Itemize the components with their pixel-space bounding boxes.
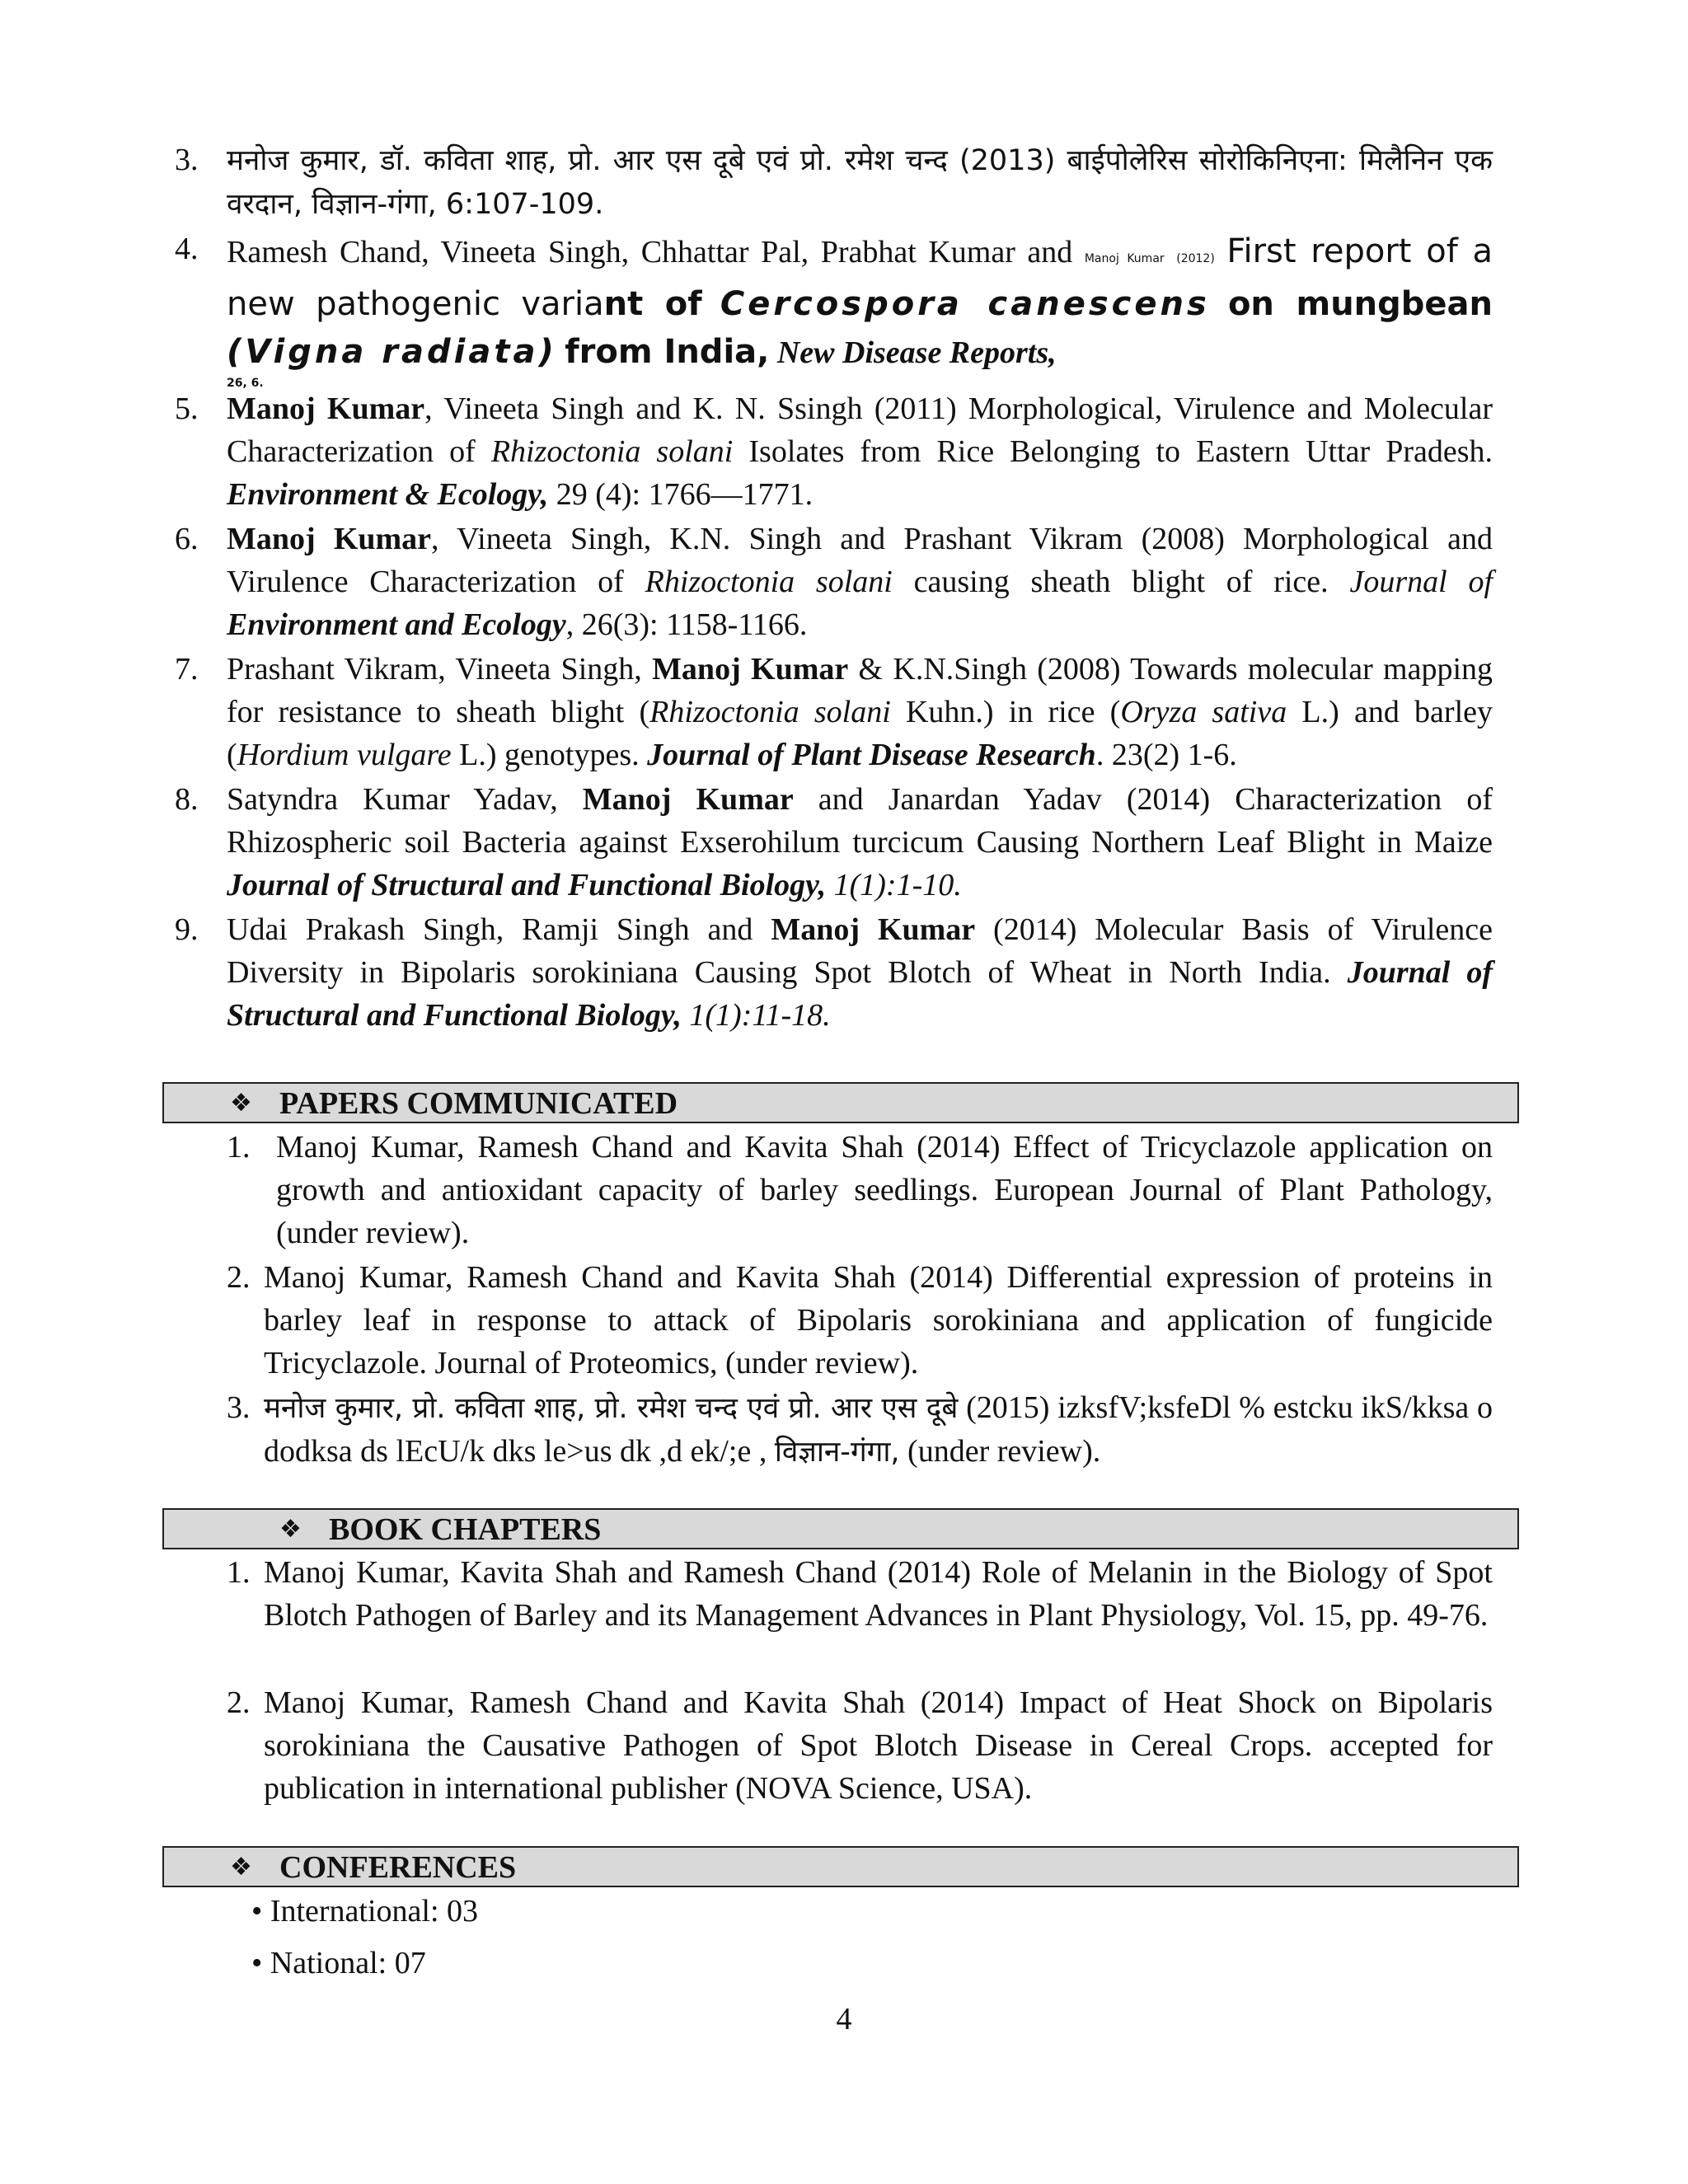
item-volume: , 26(3): 1158-1166. bbox=[565, 607, 808, 642]
item-text: , Vineeta Singh and K. N. Ssingh (2011) Morphological, Virulence and Molecular Characterization of bbox=[227, 391, 1493, 469]
item-species: Hordium vulgare bbox=[237, 738, 452, 772]
item-text: L.) genotypes. bbox=[459, 738, 640, 772]
item-number: 9. bbox=[175, 912, 199, 947]
item-number: 7. bbox=[175, 652, 199, 687]
item-volume: 29 (4): 1766—1771. bbox=[556, 477, 814, 512]
item-text: & K.N.Singh (2008) Towards molecular mapping for resistance to sheath blight ( bbox=[227, 652, 1493, 729]
section-header-papers bbox=[162, 1082, 1519, 1123]
diamond-bullet-icon: ❖ bbox=[279, 1515, 302, 1544]
item-journal: Environment & Ecology, bbox=[227, 477, 549, 512]
section-header-books bbox=[162, 1508, 1519, 1549]
item-author-bold: Manoj Kumar bbox=[227, 522, 432, 556]
item-number: 3. bbox=[227, 1390, 251, 1425]
item-number: 1. bbox=[227, 1555, 251, 1590]
diamond-bullet-icon: ❖ bbox=[230, 1853, 252, 1882]
item-text: and Janardan Yadav (2014) Characterization of Rhizospheric soil Bacteria against Exserohilum turcicum Causing Northern Leaf Blight in Maize bbox=[227, 782, 1493, 860]
item-journal: विज्ञान-गंगा, bbox=[774, 1436, 900, 1469]
section-title: PAPERS COMMUNICATED bbox=[279, 1086, 678, 1121]
publication-item bbox=[175, 138, 1493, 226]
item-author-bold: Manoj Kumar bbox=[771, 912, 976, 947]
item-text: Manoj Kumar, Ramesh Chand and Kavita Shah (2014) Effect of Tricyclazole application on growth and antioxidant capacity of barley seedlings. European Journal of Plant Pathology, (under review). bbox=[276, 1130, 1493, 1250]
item-title-bold: on mungbean bbox=[1227, 285, 1493, 323]
item-title-bold: nt of bbox=[603, 285, 702, 323]
item-journal: Journal of Structural and Functional Biology, bbox=[227, 868, 827, 902]
item-number: 2. bbox=[227, 1260, 251, 1295]
item-author-bold: Manoj Kumar bbox=[227, 391, 425, 426]
item-text: मनोज कुमार, डॉ. कविता शाह, प्रो. आर एस दूबे एवं प्रो. रमेश चन्द (2013) बाईपोलेरिस सोरोकिनिएना: मिलैनिन एक वरदान, विज्ञान-गंगा, 6:107-109. bbox=[227, 144, 1493, 221]
item-text: Manoj Kumar, Ramesh Chand and Kavita Shah (2014) Differential expression of proteins in barley leaf in response to attack of Bipolaris sorokiniana and application of fungicide Tricyclazole. Journal of Proteomics, (under review). bbox=[264, 1260, 1493, 1380]
section-header-conferences bbox=[162, 1846, 1519, 1887]
section-title: BOOK CHAPTERS bbox=[329, 1512, 602, 1547]
item-text: Prashant Vikram, Vineeta Singh, bbox=[227, 652, 642, 687]
item-text: , Vineeta Singh, K.N. Singh and Prashant Vikram (2008) Morphological and Virulence Characterization of bbox=[227, 522, 1493, 599]
item-species: Rhizoctonia solani bbox=[490, 434, 734, 469]
publication-item bbox=[175, 518, 1493, 646]
item-number: 4. bbox=[175, 232, 199, 266]
paper-item bbox=[227, 1386, 1493, 1474]
item-text: causing sheath blight of rice. bbox=[913, 565, 1329, 599]
item-number: 2. bbox=[227, 1685, 251, 1720]
item-title-part: First report of a new pathogenic varia bbox=[227, 232, 1493, 323]
publication-item bbox=[175, 227, 1493, 391]
item-species: Cercospora canescens bbox=[720, 285, 1210, 323]
item-species: (Vigna radiata) bbox=[227, 333, 557, 371]
item-number: 8. bbox=[175, 782, 199, 817]
item-text: (2014) Molecular Basis of Virulence Diversity in Bipolaris sorokiniana Causing Spot Blotch of Wheat in North India. bbox=[227, 912, 1493, 990]
page-number: 4 bbox=[836, 2002, 852, 2036]
publication-item bbox=[175, 778, 1493, 907]
diamond-bullet-icon: ❖ bbox=[230, 1089, 252, 1118]
publication-item bbox=[175, 908, 1493, 1037]
item-text: L.) and barley ( bbox=[227, 695, 1493, 772]
conference-item bbox=[251, 1942, 426, 1985]
item-author-bold: Manoj Kumar bbox=[582, 782, 794, 817]
item-author-small: Manoj Kumar bbox=[1084, 252, 1165, 265]
item-authors: Ramesh Chand, Vineeta Singh, Chhattar Pal, Prabhat Kumar and bbox=[227, 235, 1073, 269]
publication-item bbox=[175, 387, 1493, 516]
item-species: Rhizoctonia solani bbox=[645, 565, 893, 599]
item-journal: Journal of Structural and Functional Biology, bbox=[227, 955, 1493, 1033]
item-text: International: 03 bbox=[270, 1894, 479, 1929]
item-volume: 1(1):11-18. bbox=[689, 998, 831, 1033]
item-text: Udai Prakash Singh, Ramji Singh and bbox=[227, 912, 753, 947]
item-text: (2015) izksfV;ksfeDl % estcku ikS/kksa o dodksa ds lEcU/k dks le>us dk ,d ek/;e , bbox=[264, 1390, 1493, 1469]
item-volume: . 23(2) 1-6. bbox=[1095, 738, 1237, 772]
item-journal: Environment and Ecology bbox=[227, 607, 566, 642]
section-title: CONFERENCES bbox=[279, 1850, 517, 1885]
publication-item bbox=[175, 648, 1493, 776]
item-text: Kuhn.) in rice ( bbox=[905, 695, 1121, 729]
item-journal: Journal of Plant Disease Research bbox=[647, 738, 1096, 772]
item-number: 1. bbox=[227, 1130, 251, 1165]
item-journal-prefix: Journal of bbox=[1349, 565, 1493, 599]
bullet-icon: • bbox=[251, 1946, 263, 1980]
item-status: (under review). bbox=[907, 1434, 1101, 1469]
item-text: Isolates from Rice Belonging to Eastern Uttar Pradesh. bbox=[748, 434, 1493, 469]
item-text: National: 07 bbox=[270, 1946, 426, 1980]
book-item bbox=[227, 1551, 1493, 1637]
conference-item bbox=[251, 1890, 478, 1933]
item-text: Manoj Kumar, Ramesh Chand and Kavita Shah (2014) Impact of Heat Shock on Bipolaris sorokiniana the Causative Pathogen of Spot Blotch Disease in Cereal Crops. accepted for publication in international publisher (NOVA Science, USA). bbox=[264, 1685, 1493, 1806]
item-number: 3. bbox=[175, 143, 199, 177]
item-volume: 26, 6. bbox=[227, 377, 264, 390]
book-item bbox=[227, 1681, 1493, 1810]
item-text: मनोज कुमार, प्रो. कविता शाह, प्रो. रमेश चन्द एवं प्रो. आर एस दूबे bbox=[264, 1392, 959, 1425]
item-title-bold: from India, bbox=[565, 333, 770, 371]
item-species: Oryza sativa bbox=[1120, 695, 1287, 729]
bullet-icon: • bbox=[251, 1894, 263, 1929]
item-number: 6. bbox=[175, 522, 199, 556]
item-author-bold: Manoj Kumar bbox=[652, 652, 849, 687]
paper-item bbox=[227, 1126, 1493, 1254]
paper-item bbox=[227, 1256, 1493, 1385]
item-number: 5. bbox=[175, 391, 199, 426]
item-text: Satyndra Kumar Yadav, bbox=[227, 782, 558, 817]
item-year-small: (2012) bbox=[1176, 252, 1215, 265]
item-species: Rhizoctonia solani bbox=[649, 695, 891, 729]
item-journal: New Disease Reports, bbox=[776, 335, 1057, 370]
item-volume: 1(1):1-10. bbox=[833, 868, 962, 902]
item-text: Manoj Kumar, Kavita Shah and Ramesh Chand (2014) Role of Melanin in the Biology of Spot Blotch Pathogen of Barley and its Management Advances in Plant Physiology, Vol. 15, pp. 49-76. bbox=[264, 1555, 1493, 1633]
